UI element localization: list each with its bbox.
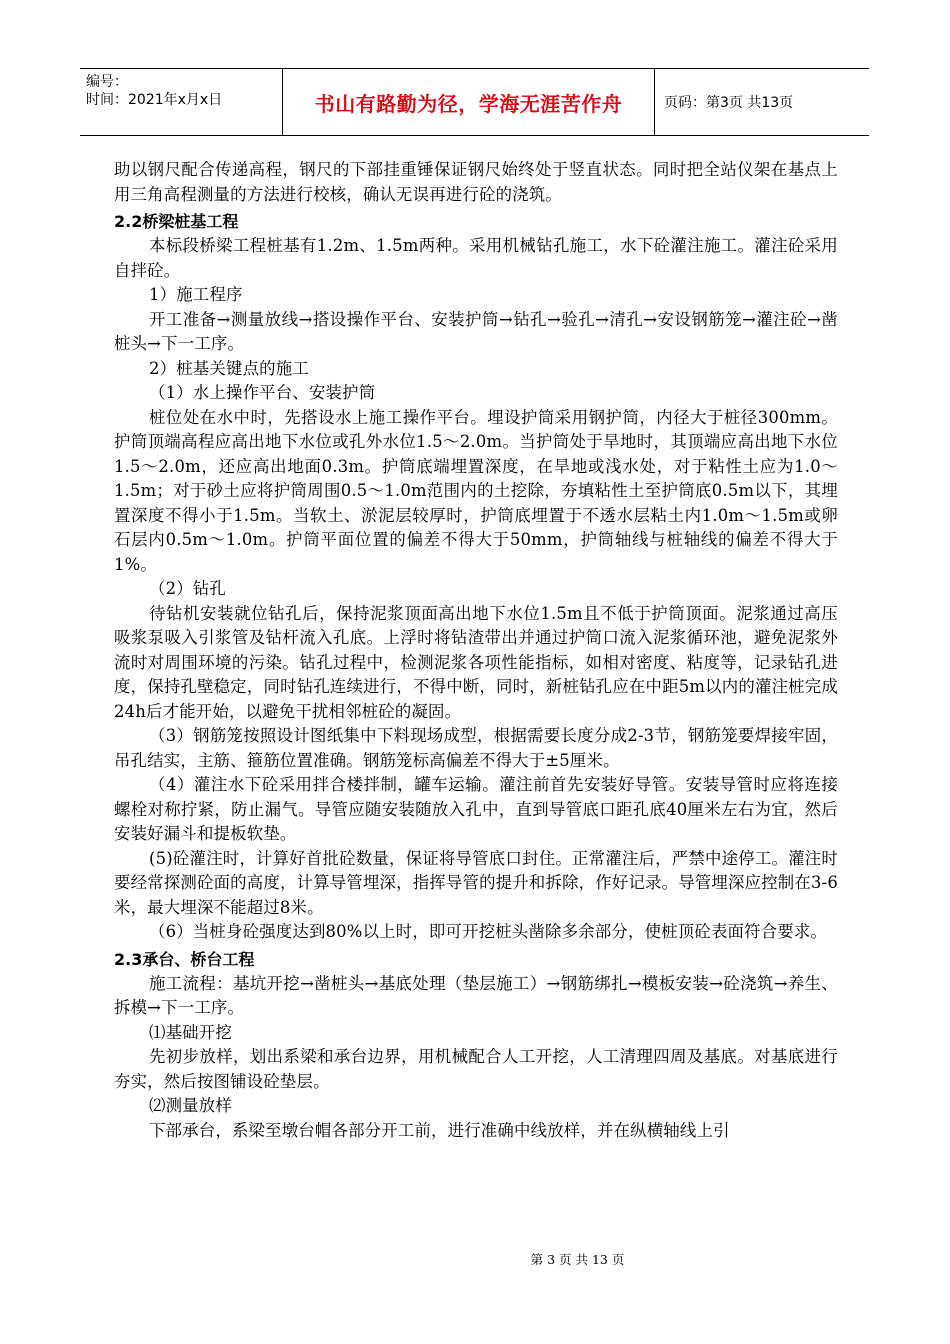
- body-paragraph: ⑴基础开挖: [149, 1022, 232, 1042]
- body-paragraph: 先初步放样，划出系梁和承台边界，用机械配合人工开挖，人工清理四周及基底。对基底进行夯实，然后按图铺设砼垫层。: [114, 1047, 838, 1091]
- body-paragraph: 本标段桥梁工程桩基有1.2m、1.5m两种。采用机械钻孔施工，水下砼灌注施工。灌注砼采用自拌砼。: [114, 236, 838, 280]
- document-body: [114, 158, 838, 1143]
- body-paragraph: （3）钢筋笼按照设计图纸集中下料现场成型，根据需要长度分成2-3节，钢筋笼要焊接牢固，吊孔结实，主筋、箍筋位置准确。钢筋笼标高偏差不得大于±5厘米。: [114, 726, 838, 770]
- footer-page-number: 第 3 页 共 13 页: [530, 1252, 625, 1267]
- body-paragraph: （4）灌注水下砼采用拌合楼拌制，罐车运输。灌注前首先安装好导管。安装导管时应将连接螺栓对称拧紧，防止漏气。导管应随安装随放入孔中，直到导管底口距孔底40厘米左右为宜，然后安装好漏斗和提板软垫。: [114, 775, 838, 843]
- document-number-label: 编号：: [86, 74, 128, 90]
- header-motto: 书山有路勤为径，学海无涯苦作舟: [283, 69, 655, 135]
- page-footer: [0, 1250, 950, 1268]
- body-paragraph: （2）钻孔: [149, 579, 226, 598]
- section-heading: 2.3承台、桥台工程: [114, 949, 255, 969]
- body-paragraph: 开工准备→测量放线→搭设操作平台、安装护筒→钻孔→验孔→清孔→安设钢筋笼→灌注砼→凿桩头→下一工序。: [114, 309, 838, 353]
- document-date: 时间：2021年x月x日: [86, 92, 223, 108]
- body-paragraph: 下部承台，系梁至墩台帽各部分开工前，进行准确中线放样，并在纵横轴线上引: [149, 1120, 730, 1140]
- body-paragraph: 2）桩基关键点的施工: [149, 358, 309, 378]
- page-header: [80, 68, 869, 136]
- body-paragraph: 助以钢尺配合传递高程，钢尺的下部挂重锤保证钢尺始终处于竖直状态。同时把全站仪架在基点上用三角高程测量的方法进行校核，确认无误再进行砼的浇筑。: [114, 160, 838, 204]
- body-paragraph: (5)砼灌注时，计算好首批砼数量，保证将导管底口封住。正常灌注后，严禁中途停工。灌注时要经常探测砼面的高度，计算导管埋深，指挥导管的提升和拆除，作好记录。导管埋深应控制在3-6米，最大埋深不能超过8米。: [114, 848, 838, 917]
- body-paragraph: ⑵测量放样: [149, 1096, 232, 1115]
- header-page-info: 页码：第3页 共13页: [664, 95, 794, 111]
- body-paragraph: 待钻机安装就位钻孔后，保持泥浆顶面高出地下水位1.5m且不低于护筒顶面。泥浆通过高压吸浆泵吸入引浆管及钻杆流入孔底。上浮时将钻渣带出并通过护筒口流入泥浆循环池，避免泥浆外流时对周围环境的污染。钻孔过程中，检测泥浆各项性能指标，如相对密度、粘度等，记录钻孔进度，保持孔壁稳定，同时钻孔连续进行，不得中断，同时，新桩钻孔应在中距5m以内的灌注桩完成24h后才能开始，以避免干扰相邻桩砼的凝固。: [114, 603, 838, 721]
- body-paragraph: 1）施工程序: [149, 285, 243, 304]
- body-paragraph: （1）水上操作平台、安装护筒: [149, 383, 376, 402]
- body-paragraph: 施工流程：基坑开挖→凿桩头→基底处理（垫层施工）→钢筋绑扎→模板安装→砼浇筑→养生、拆模→下一工序。: [114, 973, 838, 1017]
- body-paragraph: 桩位处在水中时，先搭设水上施工操作平台。埋设护筒采用钢护筒，内径大于桩径300mm。护筒顶端高程应高出地下水位或孔外水位1.5～2.0m。当护筒处于旱地时，其顶端应高出地下水位1.5～2.0m，还应高出地面0.3m。护筒底端埋置深度，在旱地或浅水处，对于粘性土应为1.0～1.5m；对于砂土应将护筒周围0.5～1.0m范围内的土挖除，夯填粘性土至护筒底0.5m以下，其埋置深度不得小于1.5m。当软土、淤泥层较厚时，护筒底埋置于不透水层粘土内1.0m～1.5m或卵石层内0.5m～1.0m。护筒平面位置的偏差不得大于50mm，护筒轴线与桩轴线的偏差不得大于1%。: [114, 407, 838, 574]
- section-heading: 2.2桥梁桩基工程: [114, 212, 239, 231]
- body-paragraph: （6）当桩身砼强度达到80%以上时，即可开挖桩头凿除多余部分，使桩顶砼表面符合要求。: [149, 922, 828, 941]
- header-meta: [80, 69, 283, 135]
